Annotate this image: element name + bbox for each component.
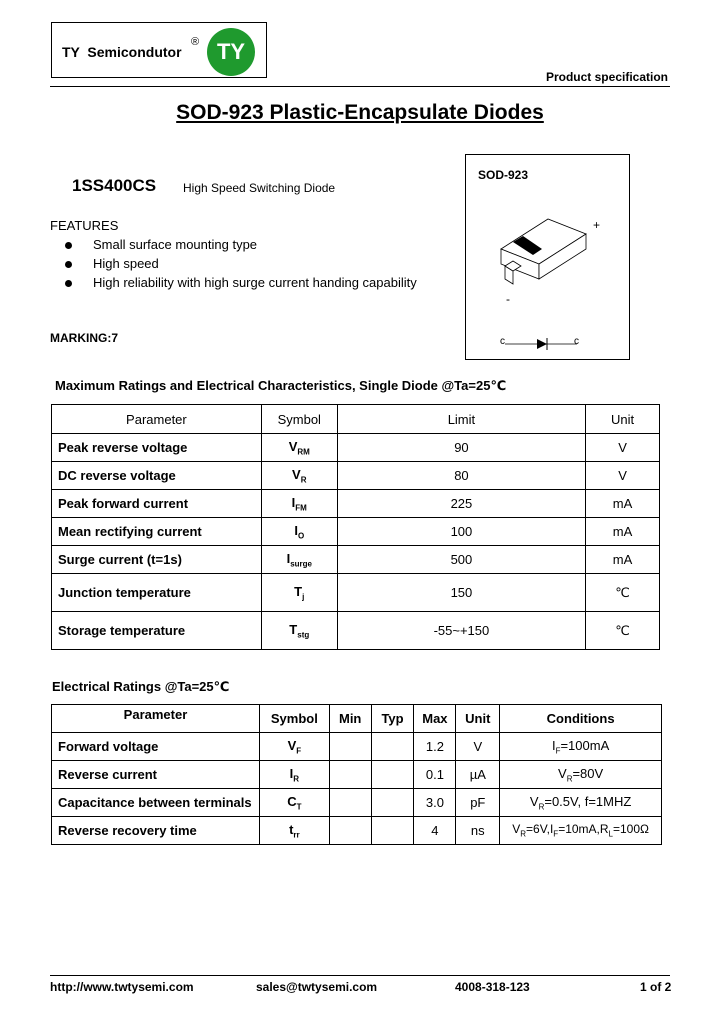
- bullet-icon: [65, 280, 72, 287]
- limit-cell: 500: [337, 546, 585, 574]
- product-spec-label: Product specification: [545, 70, 668, 84]
- symbol-cell: $I_{surge}$: [261, 546, 337, 574]
- max-ratings-table: [51, 404, 660, 650]
- diode-symbol: [505, 338, 577, 350]
- param-cell: Forward voltage: [52, 733, 260, 761]
- table-row: [52, 518, 660, 546]
- part-description: High Speed Switching Diode: [183, 181, 336, 195]
- header-typ: Typ: [371, 705, 414, 733]
- header-divider: [50, 86, 670, 87]
- package-drawing: [465, 154, 630, 360]
- plus-terminal-label: +: [593, 218, 601, 232]
- table-row: [52, 546, 660, 574]
- max-ratings-title: Maximum Ratings and Electrical Characteristics, Single Diode @Ta=25℃: [55, 378, 507, 393]
- footer-website-link[interactable]: http://www.twtysemi.com: [50, 980, 194, 994]
- pin-left-label: c: [500, 336, 505, 347]
- typ-cell: [371, 817, 414, 845]
- unit-cell: ℃: [586, 574, 660, 612]
- table-header-row: [52, 405, 660, 434]
- param-cell: Capacitance between terminals: [52, 789, 260, 817]
- diode-body-drawing: [501, 219, 586, 284]
- header-symbol: Symbol: [259, 705, 329, 733]
- symbol-cell: $t_{rr}$: [259, 817, 329, 845]
- symbol-cell: $I_O$: [261, 518, 337, 546]
- footer-email-link[interactable]: sales@twtysemi.com: [256, 980, 378, 994]
- registered-mark: ®: [191, 36, 200, 48]
- part-number: 1SS400CS: [72, 176, 157, 195]
- typ-cell: [371, 761, 414, 789]
- elec-ratings-table: [51, 704, 662, 845]
- min-cell: [329, 817, 371, 845]
- table-row: [52, 434, 660, 462]
- header-max: Max: [414, 705, 456, 733]
- typ-cell: [371, 789, 414, 817]
- elec-ratings-title: Electrical Ratings @Ta=25℃: [52, 679, 230, 694]
- param-cell: Junction temperature: [52, 574, 262, 612]
- min-cell: [329, 761, 371, 789]
- bullet-icon: [65, 261, 72, 268]
- table-row: [52, 789, 662, 817]
- symbol-cell: $T_j$: [261, 574, 337, 612]
- symbol-cell: $T_{stg}$: [261, 612, 337, 650]
- feature-item: High speed: [65, 256, 159, 271]
- header-unit: Unit: [456, 705, 500, 733]
- conditions-cell: $V_R=80V$: [500, 761, 662, 789]
- header-min: Min: [329, 705, 371, 733]
- max-cell: 4: [414, 817, 456, 845]
- header-conditions: Conditions: [500, 705, 662, 733]
- table-row: [52, 612, 660, 650]
- unit-cell: mA: [586, 518, 660, 546]
- param-cell: Reverse recovery time: [52, 817, 260, 845]
- company-name: TY Semicondutor: [62, 44, 182, 60]
- company-logo: TY: [207, 28, 255, 76]
- table-row: [52, 490, 660, 518]
- min-cell: [329, 733, 371, 761]
- footer-phone: 4008-318-123: [455, 980, 530, 994]
- param-cell: Peak reverse voltage: [52, 434, 262, 462]
- table-header-row: [52, 705, 662, 733]
- symbol-cell: $V_{RM}$: [261, 434, 337, 462]
- limit-cell: 150: [337, 574, 585, 612]
- table-row: [52, 574, 660, 612]
- page-title: SOD-923 Plastic-Encapsulate Diodes: [176, 101, 544, 124]
- unit-cell: mA: [586, 490, 660, 518]
- bullet-icon: [65, 242, 72, 249]
- unit-cell: mA: [586, 546, 660, 574]
- unit-cell: V: [586, 462, 660, 490]
- footer-divider: [50, 975, 670, 976]
- param-cell: Peak forward current: [52, 490, 262, 518]
- symbol-cell: $V_F$: [259, 733, 329, 761]
- feature-item: High reliability with high surge current handing capability: [65, 275, 417, 290]
- feature-item: Small surface mounting type: [65, 237, 257, 252]
- table-row: [52, 761, 662, 789]
- unit-cell: ns: [456, 817, 500, 845]
- limit-cell: 90: [337, 434, 585, 462]
- table-row: [52, 817, 662, 845]
- limit-cell: 100: [337, 518, 585, 546]
- symbol-cell: $I_{FM}$: [261, 490, 337, 518]
- max-cell: 1.2: [414, 733, 456, 761]
- table-row: [52, 462, 660, 490]
- header-parameter: Parameter: [52, 405, 262, 434]
- unit-cell: µA: [456, 761, 500, 789]
- conditions-cell: $V_R=0.5V$, f=1MHZ: [500, 789, 662, 817]
- max-cell: 3.0: [414, 789, 456, 817]
- param-cell: Surge current (t=1s): [52, 546, 262, 574]
- unit-cell: pF: [456, 789, 500, 817]
- param-cell: DC reverse voltage: [52, 462, 262, 490]
- unit-cell: V: [456, 733, 500, 761]
- page-number: 1 of 2: [640, 980, 672, 994]
- typ-cell: [371, 733, 414, 761]
- symbol-cell: $V_R$: [261, 462, 337, 490]
- header-limit: Limit: [337, 405, 585, 434]
- unit-cell: V: [586, 434, 660, 462]
- marking-code: MARKING:7: [50, 331, 118, 345]
- max-cell: 0.1: [414, 761, 456, 789]
- param-cell: Reverse current: [52, 761, 260, 789]
- header-symbol: Symbol: [261, 405, 337, 434]
- pin-right-label: c: [574, 336, 579, 347]
- min-cell: [329, 789, 371, 817]
- limit-cell: -55~+150: [337, 612, 585, 650]
- symbol-cell: $C_T$: [259, 789, 329, 817]
- features-heading: FEATURES: [50, 218, 119, 233]
- conditions-cell: $V_R=6V,I_F=10mA,R_L=100\Omega$: [500, 817, 662, 845]
- table-row: [52, 733, 662, 761]
- symbol-cell: $I_R$: [259, 761, 329, 789]
- header-unit: Unit: [586, 405, 660, 434]
- minus-terminal-label: -: [506, 292, 510, 306]
- unit-cell: ℃: [586, 612, 660, 650]
- param-cell: Mean rectifying current: [52, 518, 262, 546]
- limit-cell: 80: [337, 462, 585, 490]
- param-cell: Storage temperature: [52, 612, 262, 650]
- limit-cell: 225: [337, 490, 585, 518]
- header-parameter: Parameter: [52, 705, 260, 733]
- conditions-cell: $I_F=100mA$: [500, 733, 662, 761]
- package-label: SOD-923: [478, 168, 529, 182]
